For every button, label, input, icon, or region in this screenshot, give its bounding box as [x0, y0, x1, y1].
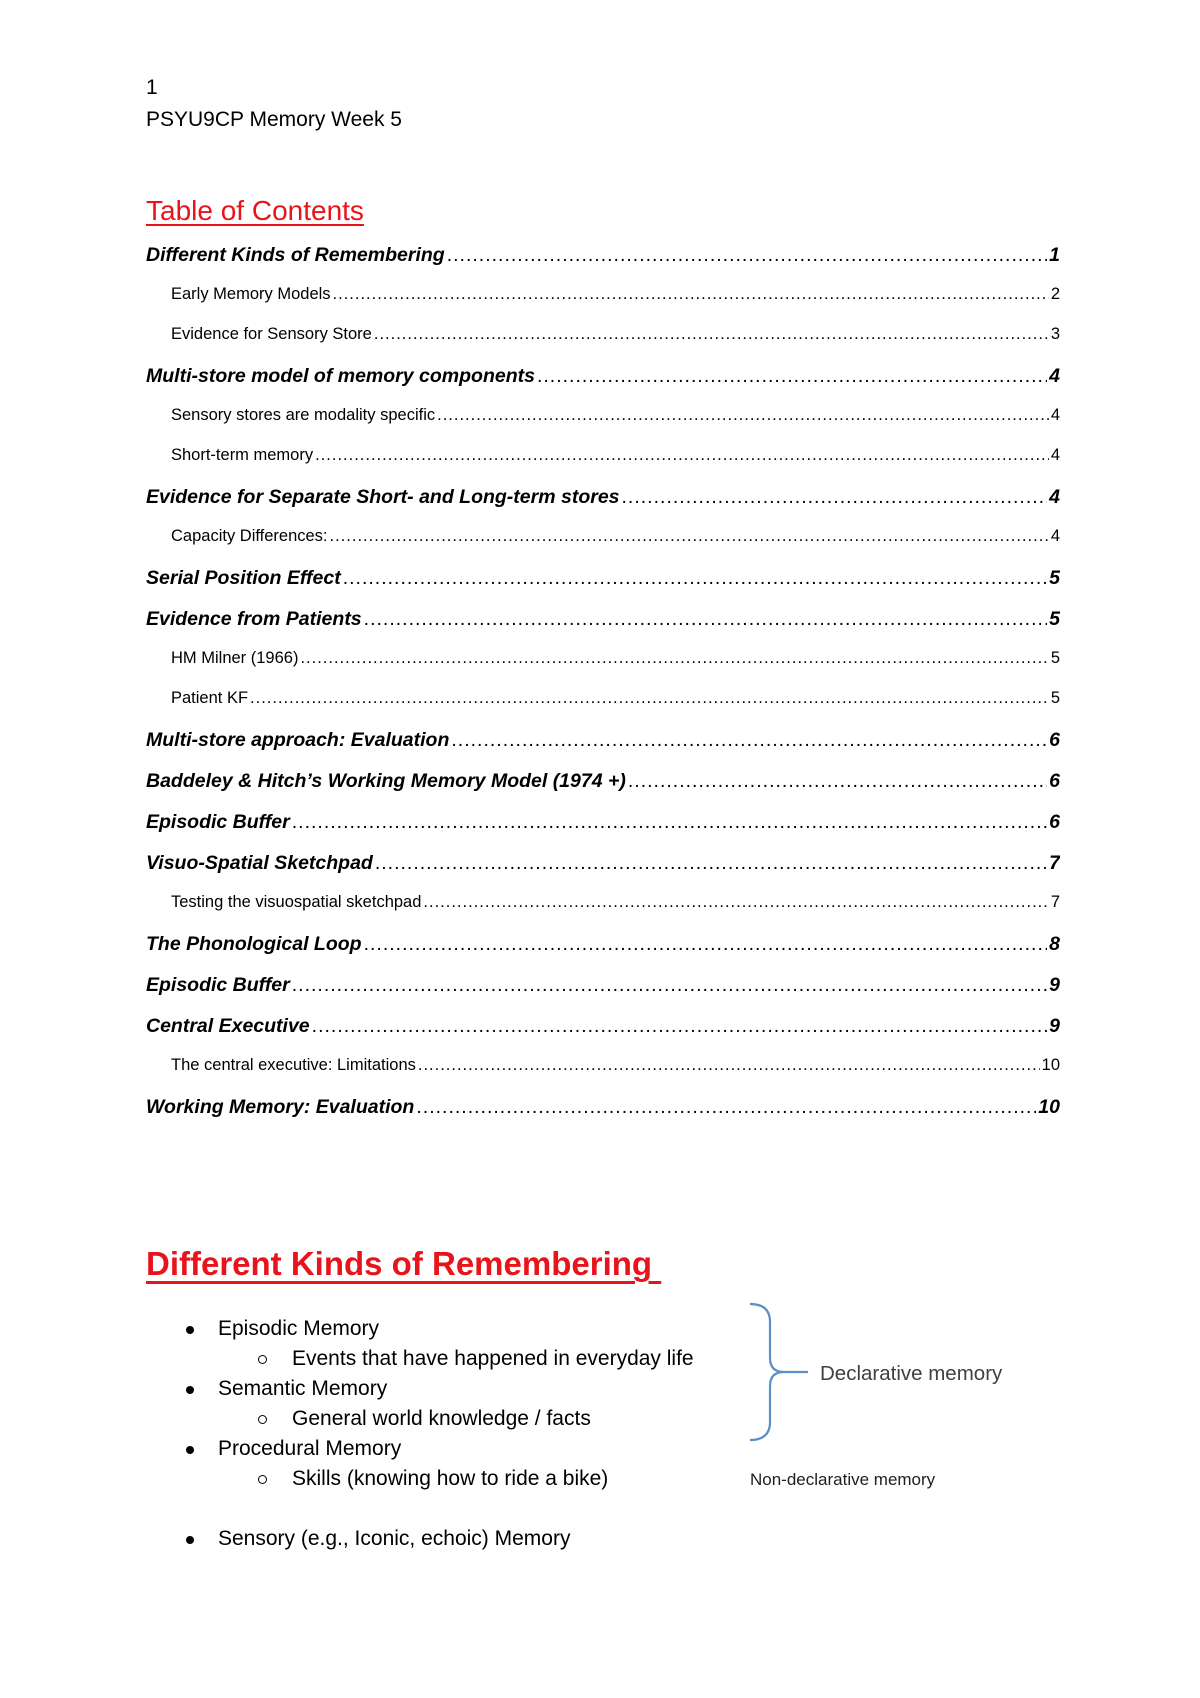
document-title: PSYU9CP Memory Week 5 — [146, 108, 402, 131]
toc-entry-label: Episodic Buffer — [146, 974, 290, 996]
bullet-icon — [186, 1386, 194, 1394]
toc-entry-page: 7 — [1049, 852, 1060, 874]
toc-entry-page: 6 — [1049, 811, 1060, 833]
toc-entry-page: 5 — [1050, 649, 1060, 667]
toc-entry-page: 9 — [1049, 974, 1060, 996]
bullet-icon — [186, 1446, 194, 1454]
list-item-text: Sensory (e.g., Iconic, echoic) Memory — [218, 1527, 571, 1550]
toc-entry-label: Short-term memory — [171, 446, 314, 464]
toc-entry-label: Central Executive — [146, 1015, 310, 1037]
toc-entry-label: HM Milner (1966) — [171, 649, 299, 667]
toc-entry-label: Early Memory Models — [171, 285, 331, 303]
toc-entry-label: Different Kinds of Remembering — [146, 244, 445, 266]
toc-entry-page: 7 — [1050, 893, 1060, 911]
toc-entry-page: 9 — [1049, 1015, 1060, 1037]
toc-leader-dots — [423, 893, 1048, 912]
toc-entry-label: Multi-store approach: Evaluation — [146, 729, 450, 751]
page-number: 1 — [146, 76, 158, 99]
toc-leader-dots — [451, 729, 1047, 752]
toc-entry-label: Capacity Differences: — [171, 527, 328, 545]
section-title: Different Kinds of Remembering — [146, 1245, 662, 1282]
toc-entry-page: 4 — [1049, 365, 1060, 387]
bullet-icon — [186, 1326, 194, 1334]
toc-entry[interactable] — [146, 1015, 1060, 1056]
list-item — [146, 1344, 766, 1374]
toc-entry-page: 6 — [1049, 770, 1060, 792]
toc-entry-page: 1 — [1049, 244, 1060, 266]
list-item — [146, 1434, 766, 1464]
hollow-bullet-icon — [258, 1415, 267, 1424]
list-item — [146, 1464, 766, 1494]
declarative-bracket — [750, 1304, 784, 1440]
list-item — [146, 1314, 766, 1344]
toc-entry-page: 2 — [1050, 285, 1060, 303]
toc-leader-dots — [292, 811, 1047, 834]
non-declarative-memory-label: Non-declarative memory — [750, 1470, 936, 1489]
list-item-text: Semantic Memory — [218, 1377, 388, 1400]
toc-leader-dots — [333, 285, 1049, 304]
toc-entry-page: 6 — [1049, 729, 1060, 751]
toc-entry-label: Visuo-Spatial Sketchpad — [146, 852, 373, 874]
toc-leader-dots — [374, 325, 1049, 344]
table-of-contents — [146, 244, 1060, 1137]
toc-entry[interactable] — [146, 893, 1060, 933]
toc-entry-label: Evidence from Patients — [146, 608, 362, 630]
toc-leader-dots — [292, 974, 1047, 997]
toc-entry[interactable] — [146, 1096, 1060, 1137]
toc-entry-page: 3 — [1050, 325, 1060, 343]
list-item-text: Skills (knowing how to ride a bike) — [292, 1467, 609, 1490]
toc-leader-dots — [364, 933, 1048, 956]
toc-entry[interactable] — [146, 406, 1060, 446]
toc-entry[interactable] — [146, 527, 1060, 567]
toc-entry-label: Testing the visuospatial sketchpad — [171, 893, 422, 911]
list-item-text: Procedural Memory — [218, 1437, 402, 1460]
toc-entry-page: 4 — [1049, 486, 1060, 508]
toc-entry[interactable] — [146, 811, 1060, 852]
toc-leader-dots — [416, 1096, 1036, 1119]
toc-entry-label: The central executive: Limitations — [171, 1056, 416, 1074]
list-item-text: Episodic Memory — [218, 1317, 380, 1340]
toc-entry[interactable] — [146, 486, 1060, 527]
bullet-list — [146, 1314, 766, 1554]
toc-entry[interactable] — [146, 1056, 1060, 1096]
toc-entry[interactable] — [146, 852, 1060, 893]
toc-entry-label: Sensory stores are modality specific — [171, 406, 436, 424]
toc-entry-page: 10 — [1041, 1056, 1060, 1074]
toc-entry-label: Baddeley & Hitch’s Working Memory Model (1974 +) — [146, 770, 626, 792]
toc-entry-label: Serial Position Effect — [146, 567, 341, 589]
bullet-icon — [186, 1536, 194, 1544]
toc-entry-page: 5 — [1050, 689, 1060, 707]
toc-entry-page: 8 — [1049, 933, 1060, 955]
toc-leader-dots — [437, 406, 1049, 425]
toc-entry[interactable] — [146, 770, 1060, 811]
list-item — [146, 1524, 766, 1554]
toc-leader-dots — [300, 649, 1048, 668]
toc-entry-label: Evidence for Separate Short- and Long-term stores — [146, 486, 620, 508]
toc-entry[interactable] — [146, 446, 1060, 486]
toc-leader-dots — [447, 244, 1047, 267]
toc-entry-label: Multi-store model of memory components — [146, 365, 535, 387]
list-item-text: General world knowledge / facts — [292, 1407, 591, 1430]
toc-leader-dots — [343, 567, 1047, 590]
toc-leader-dots — [315, 446, 1049, 465]
toc-entry[interactable] — [146, 325, 1060, 365]
toc-entry-page: 10 — [1038, 1096, 1060, 1118]
hollow-bullet-icon — [258, 1475, 267, 1484]
toc-entry-label: Patient KF — [171, 689, 249, 707]
toc-entry-label: The Phonological Loop — [146, 933, 362, 955]
toc-entry-label: Evidence for Sensory Store — [171, 325, 372, 343]
toc-leader-dots — [375, 852, 1047, 875]
toc-entry-label: Working Memory: Evaluation — [146, 1096, 415, 1118]
toc-entry-label: Episodic Buffer — [146, 811, 290, 833]
toc-entry[interactable] — [146, 974, 1060, 1015]
toc-leader-dots — [364, 608, 1047, 631]
toc-entry[interactable] — [146, 608, 1060, 649]
toc-leader-dots — [537, 365, 1047, 388]
toc-entry[interactable] — [146, 649, 1060, 689]
toc-leader-dots — [312, 1015, 1047, 1038]
toc-entry[interactable] — [146, 729, 1060, 770]
toc-entry-page: 4 — [1050, 527, 1060, 545]
toc-entry-page: 5 — [1049, 567, 1060, 589]
list-item — [146, 1404, 766, 1434]
toc-leader-dots — [330, 527, 1049, 546]
toc-leader-dots — [622, 486, 1048, 509]
toc-leader-dots — [628, 770, 1047, 793]
toc-entry[interactable] — [146, 689, 1060, 729]
toc-entry[interactable] — [146, 365, 1060, 406]
toc-entry-page: 4 — [1050, 406, 1060, 424]
toc-entry[interactable] — [146, 285, 1060, 325]
page-header — [146, 72, 402, 136]
toc-entry-page: 5 — [1049, 608, 1060, 630]
toc-entry[interactable] — [146, 567, 1060, 608]
toc-entry[interactable] — [146, 244, 1060, 285]
toc-leader-dots — [250, 689, 1049, 708]
toc-title: Table of Contents — [146, 195, 364, 226]
list-item-text: Events that have happened in everyday life — [292, 1347, 694, 1370]
declarative-memory-label: Declarative memory — [820, 1362, 1003, 1385]
toc-entry[interactable] — [146, 933, 1060, 974]
toc-leader-dots — [418, 1056, 1040, 1075]
hollow-bullet-icon — [258, 1355, 267, 1364]
toc-entry-page: 4 — [1050, 446, 1060, 464]
list-item — [146, 1374, 766, 1404]
